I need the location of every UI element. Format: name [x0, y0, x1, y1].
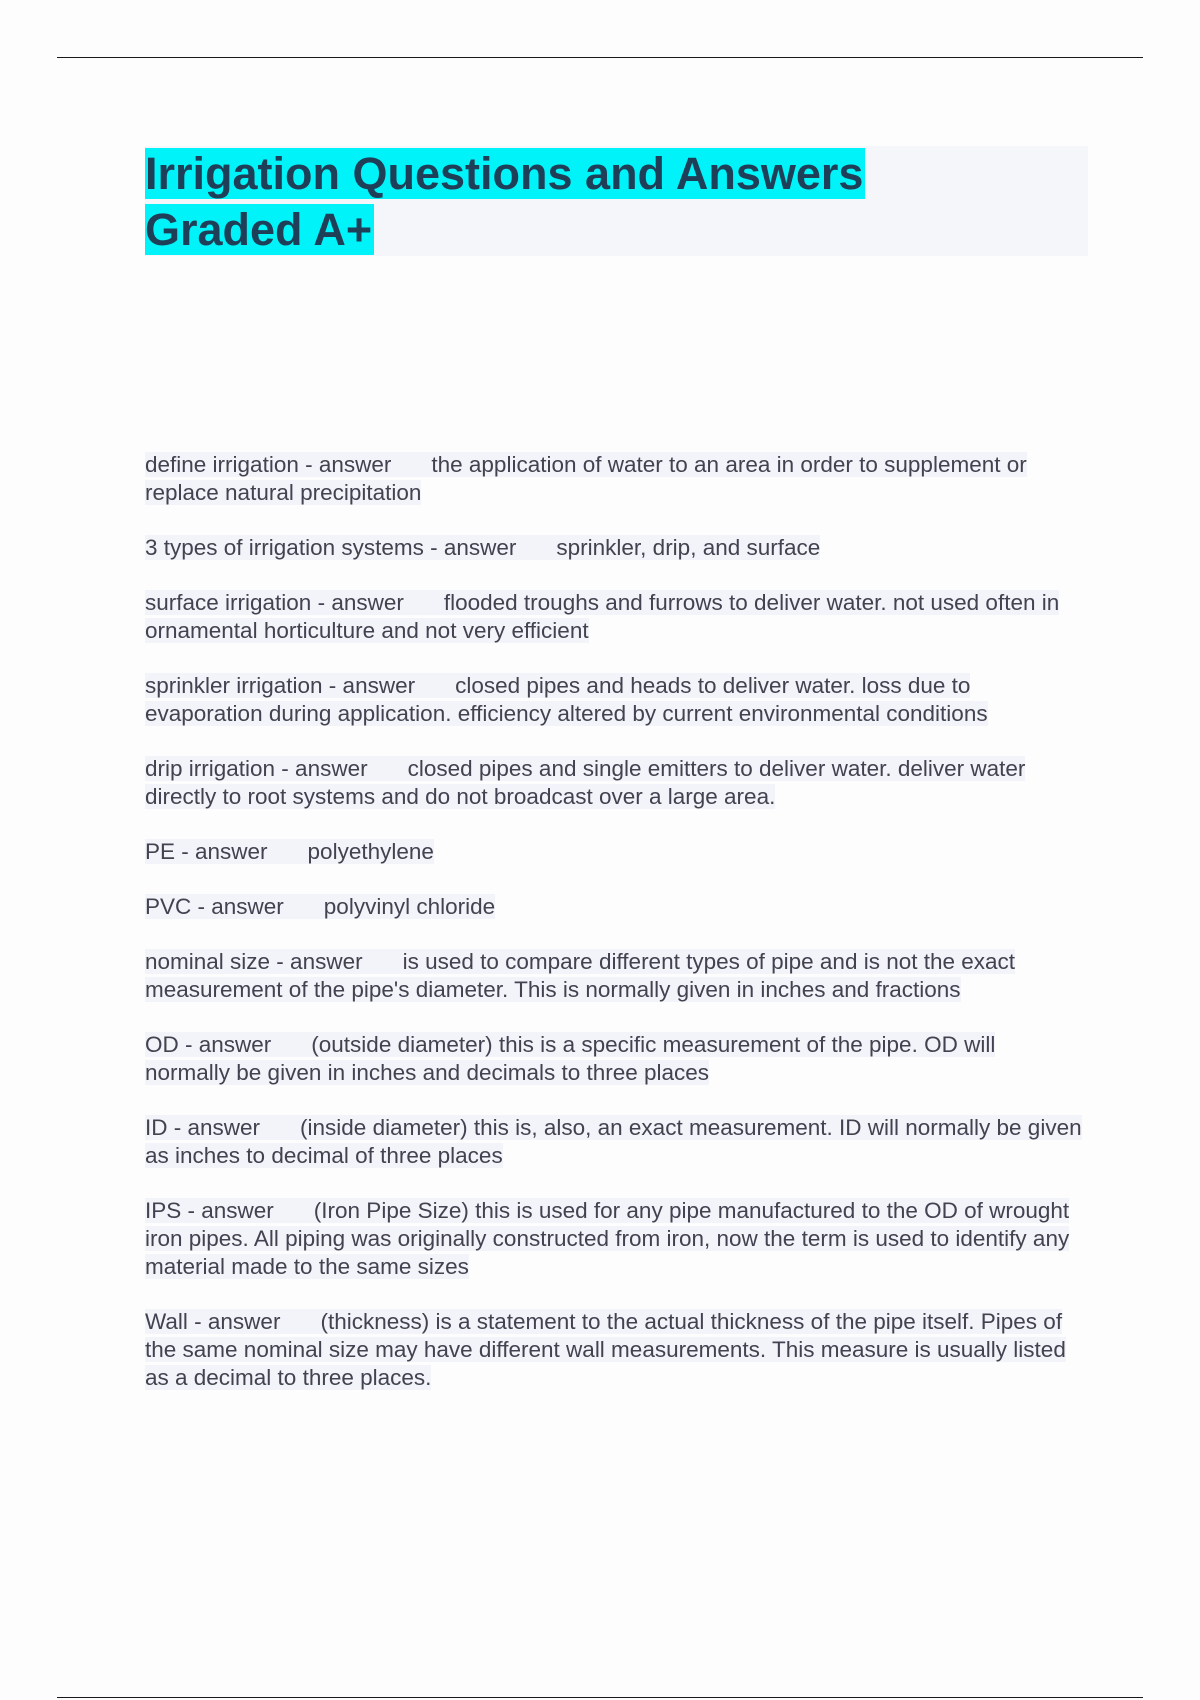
qa-item [145, 1114, 1085, 1170]
qa-list [145, 451, 1085, 1419]
qa-item [145, 451, 1085, 507]
qa-answer: closed pipes and heads to deliver water. loss due to evaporation during application. efficiency altered by current environmental conditions [145, 673, 988, 726]
qa-term: drip irrigation - answer [145, 756, 368, 781]
qa-term: OD - answer [145, 1032, 272, 1057]
qa-term: Wall - answer [145, 1309, 281, 1334]
qa-answer: polyethylene [307, 839, 434, 864]
qa-item [145, 672, 1085, 728]
qa-item [145, 755, 1085, 811]
qa-answer: polyvinyl chloride [323, 894, 496, 919]
qa-term: PVC - answer [145, 894, 284, 919]
title-block [145, 146, 1088, 256]
qa-term: surface irrigation - answer [145, 590, 404, 615]
qa-item [145, 838, 1085, 866]
qa-item [145, 948, 1085, 1004]
document-title [145, 146, 925, 258]
qa-item [145, 534, 1085, 562]
qa-term: sprinkler irrigation - answer [145, 673, 416, 698]
title-line-2: Graded A+ [145, 204, 373, 255]
qa-item [145, 1308, 1085, 1392]
qa-answer: (inside diameter) this is, also, an exact measurement. ID will normally be given as inches to decimal of three places [145, 1115, 1082, 1168]
qa-answer: flooded troughs and furrows to deliver water. not used often in ornamental horticulture and not very efficient [145, 590, 1060, 643]
title-line-1: Irrigation Questions and Answers [145, 148, 864, 199]
qa-answer: (outside diameter) this is a specific measurement of the pipe. OD will normally be given in inches and decimals to three places [145, 1032, 996, 1085]
footer-rule [57, 1697, 1143, 1698]
qa-answer: is used to compare different types of pipe and is not the exact measurement of the pipe's diameter. This is normally given in inches and fractions [145, 949, 1016, 1002]
qa-answer: (thickness) is a statement to the actual thickness of the pipe itself. Pipes of the same nominal size may have different wall measurements. This measure is usually listed as a decimal to three places. [145, 1309, 1066, 1390]
qa-term: define irrigation - answer [145, 452, 392, 477]
qa-item [145, 1031, 1085, 1087]
qa-term: IPS - answer [145, 1198, 274, 1223]
qa-item [145, 1197, 1085, 1281]
qa-term: ID - answer [145, 1115, 261, 1140]
header-rule [57, 57, 1143, 58]
qa-answer: (Iron Pipe Size) this is used for any pipe manufactured to the OD of wrought iron pipes. All piping was originally constructed from iron, now the term is used to identify any material made to the same sizes [145, 1198, 1070, 1279]
qa-item [145, 893, 1085, 921]
qa-answer: the application of water to an area in order to supplement or replace natural precipitation [145, 452, 1027, 505]
qa-item [145, 589, 1085, 645]
qa-answer: closed pipes and single emitters to deliver water. deliver water directly to root systems and do not broadcast over a large area. [145, 756, 1026, 809]
qa-answer: sprinkler, drip, and surface [556, 535, 821, 560]
qa-term: PE - answer [145, 839, 268, 864]
qa-term: 3 types of irrigation systems - answer [145, 535, 517, 560]
qa-term: nominal size - answer [145, 949, 363, 974]
